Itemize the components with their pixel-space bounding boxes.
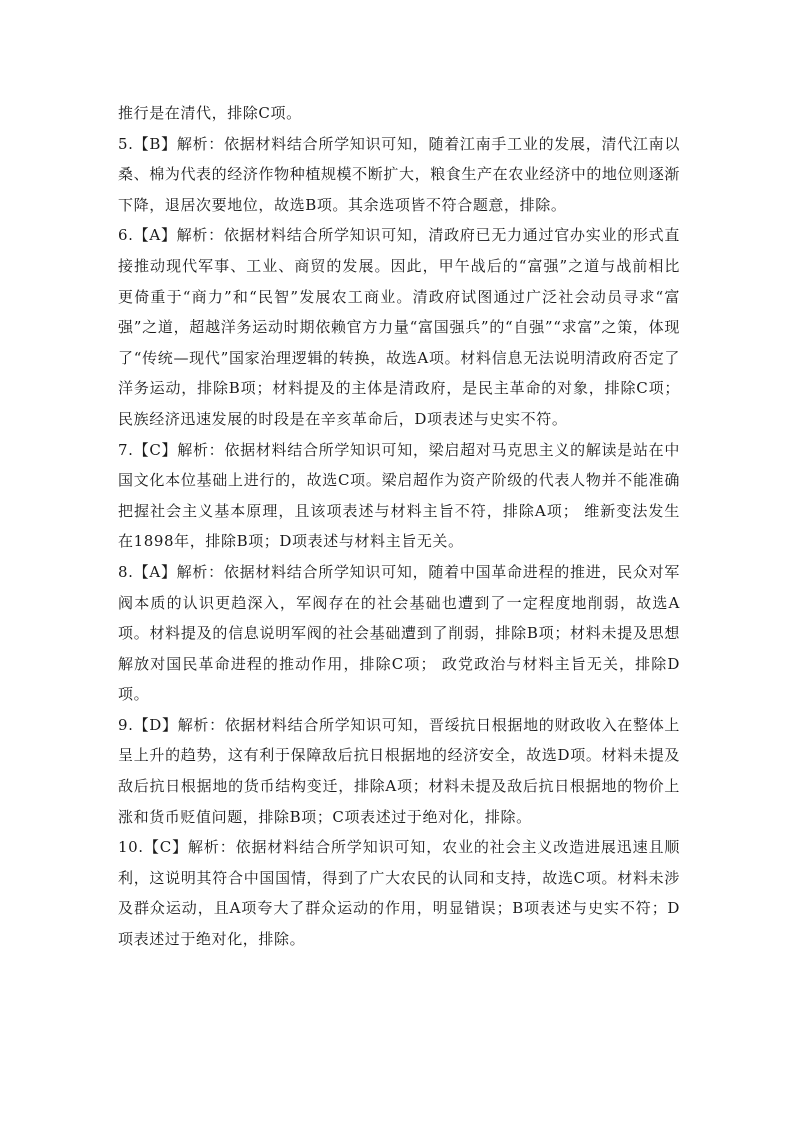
document-body [118,98,680,955]
answer-paragraph-q5: 5.【B】解析：依据材料结合所学知识可知，随着江南手工业的发展，清代江南以桑、棉为代表的经济作物种植规模不断扩大，粮食生产在农业经济中的地位则逐渐下降，退居次要地位，故选B项。其余选项皆不符合题意，排除。 [118,134,680,214]
answer-paragraph-continuation: 推行是在清代，排除C项。 [118,104,302,122]
answer-paragraph-q9: 9.【D】解析：依据材料结合所学知识可知，晋绥抗日根据地的财政收入在整体上呈上升的趋势，这有利于保障敌后抗日根据地的经济安全，故选D项。材料未提及敌后抗日根据地的货币结构变迁，排除A项；材料未提及敌后抗日根据地的物价上涨和货币贬值问题，排除B项；C项表述过于绝对化，排除。 [118,715,680,826]
answer-paragraph-q8: 8.【A】解析：依据材料结合所学知识可知，随着中国革命进程的推进，民众对军阀本质的认识更趋深入，军阀存在的社会基础也遭到了一定程度地削弱，故选A项。材料提及的信息说明军阀的社会基础遭到了削弱，排除B项；材料未提及思想解放对国民革命进程的推动作用，排除C项； 政党政治与材料主旨无关，排除D项。 [118,562,680,704]
answer-paragraph-q6: 6.【A】解析：依据材料结合所学知识可知，清政府已无力通过官办实业的形式直接推动现代军事、工业、商贸的发展。因此，甲午战后的“富强”之道与战前相比更倚重于“商力”和“民智”发展农工商业。清政府试图通过广泛社会动员寻求“富强”之道，超越洋务运动时期依赖官方力量“富国强兵”的“自强”“求富”之策，体现了“传统—现代”国家治理逻辑的转换，故选A项。材料信息无法说明清政府否定了洋务运动，排除B项；材料提及的主体是清政府，是民主革命的对象，排除C项；民族经济迅速发展的时段是在辛亥革命后，D项表述与史实不符。 [118,226,680,428]
answer-paragraph-q10: 10.【C】解析：依据材料结合所学知识可知，农业的社会主义改造进展迅速且顺利，这说明其符合中国国情，得到了广大农民的认同和支持，故选C项。材料未涉及群众运动，且A项夸大了群众运动的作用，明显错误；B项表述与史实不符；D项表述过于绝对化，排除。 [118,838,680,949]
answer-paragraph-q7: 7.【C】解析：依据材料结合所学知识可知，梁启超对马克思主义的解读是站在中国文化本位基础上进行的，故选C项。梁启超作为资产阶级的代表人物并不能准确把握社会主义基本原理，且该项表述与材料主旨不符，排除A项； 维新变法发生在1898年，排除B项；D项表述与材料主旨无关。 [118,440,680,551]
